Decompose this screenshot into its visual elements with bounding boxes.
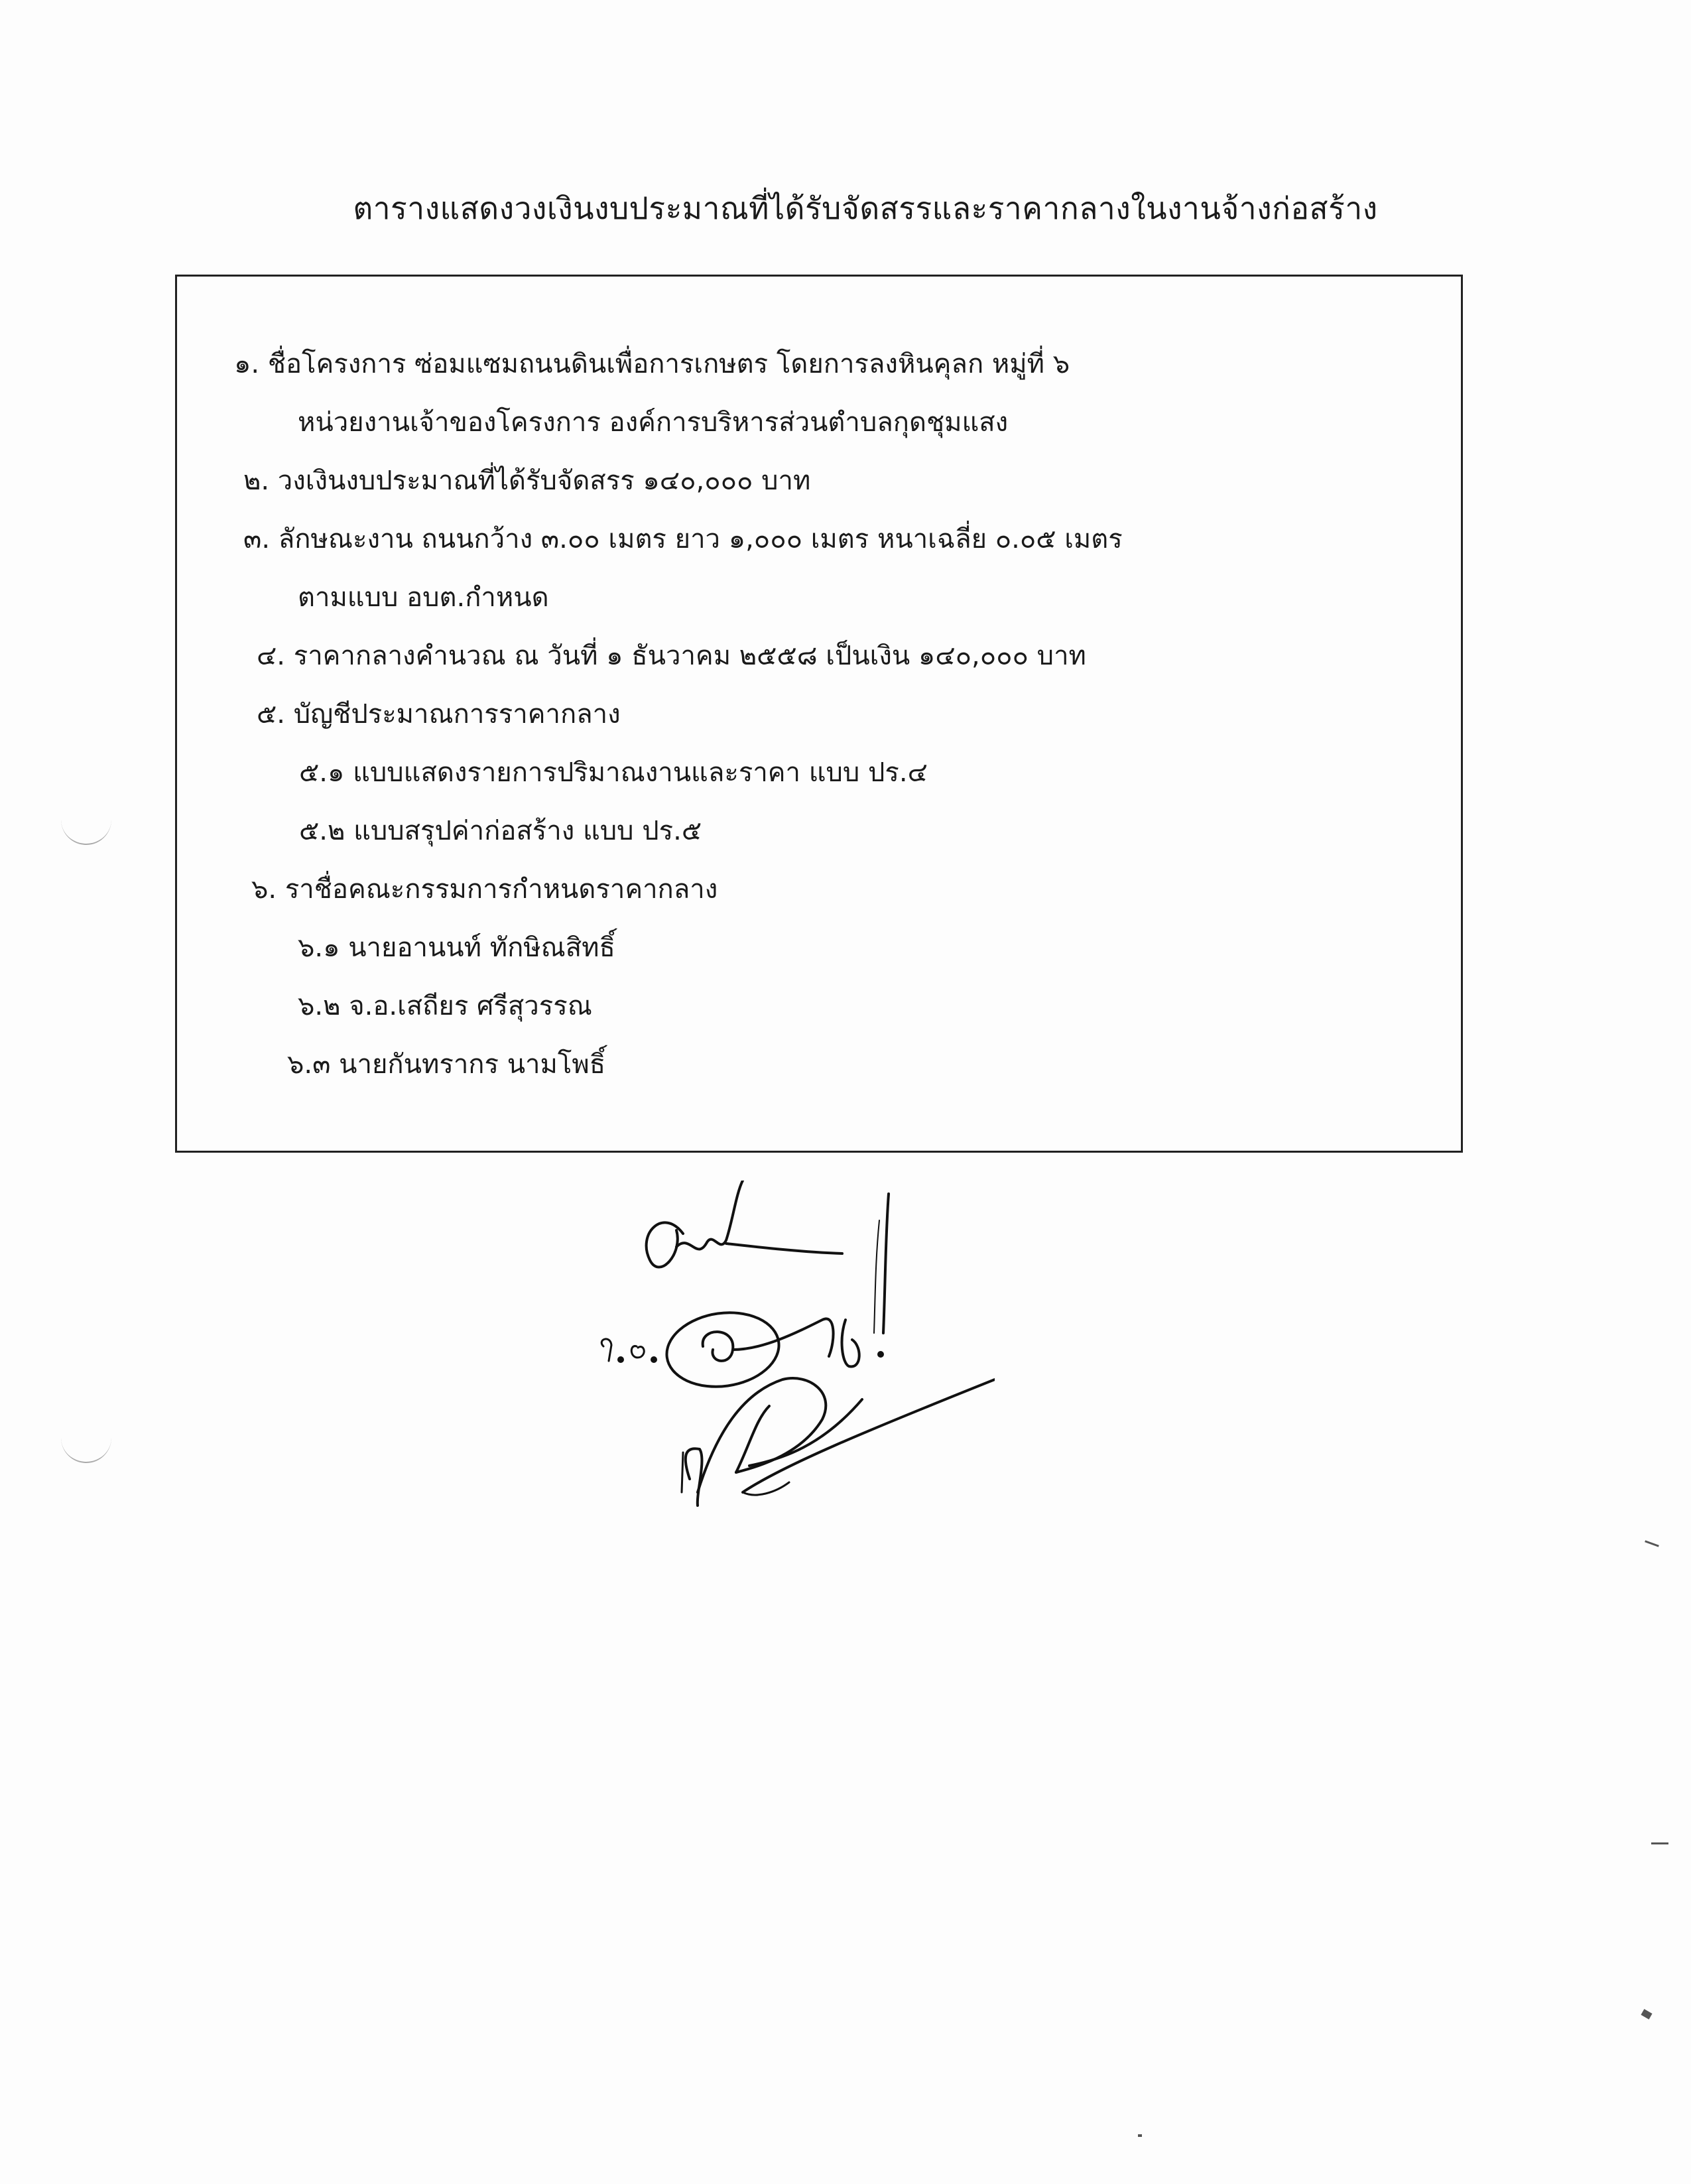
scan-speck: [1138, 2134, 1142, 2137]
estimate-item-5-2: ๕.๒ แบบสรุปค่าก่อสร้าง แบบ ปร.๕: [299, 816, 702, 846]
scan-speck: [1651, 1842, 1668, 1844]
median-price-line: ๔. ราคากลางคำนวณ ณ วันที่ ๑ ธันวาคม ๒๕๕๘ เป็นเงิน ๑๔๐,๐๐๐ บาท: [257, 641, 1086, 671]
punch-hole-mark: [61, 1438, 111, 1463]
work-spec-line: ตามแบบ อบต.กำหนด: [298, 582, 549, 613]
committee-heading: ๖. ราชื่อคณะกรรมการกำหนดราคากลาง: [251, 874, 718, 905]
project-name-line: ๑. ชื่อโครงการ ซ่อมแซมถนนดินเพื่อการเกษตร โดยการลงหินคุลก หมู่ที่ ๖: [234, 349, 1070, 379]
punch-hole-mark: [61, 820, 111, 845]
project-owner-line: หน่วยงานเจ้าของโครงการ องค์การบริหารส่วนตำบลกุดชุมแสง: [298, 407, 1009, 438]
price-estimate-heading: ๕. บัญชีประมาณการราคากลาง: [257, 699, 621, 730]
handwritten-signature: [584, 1181, 995, 1552]
scan-speck: [1645, 1540, 1659, 1547]
committee-member-3: ๖.๓ นายกันทรากร นามโพธิ์: [287, 1049, 606, 1080]
info-box: [175, 275, 1463, 1153]
committee-member-2: ๖.๒ จ.อ.เสถียร ศรีสุวรรณ: [298, 991, 592, 1021]
scan-speck: [1641, 2009, 1652, 2020]
work-description-line: ๓. ลักษณะงาน ถนนกว้าง ๓.๐๐ เมตร ยาว ๑,๐๐๐ เมตร หนาเฉลี่ย ๐.๐๕ เมตร: [243, 524, 1123, 554]
committee-member-1: ๖.๑ นายอานนท์ ทักษิณสิทธิ์: [298, 932, 615, 963]
estimate-item-5-1: ๕.๑ แบบแสดงรายการปริมาณงานและราคา แบบ ปร.๔: [299, 757, 928, 788]
document-title: ตารางแสดงวงเงินงบประมาณที่ได้รับจัดสรรและราคากลางในงานจ้างก่อสร้าง: [353, 190, 1378, 226]
budget-line: ๒. วงเงินงบประมาณที่ได้รับจัดสรร ๑๔๐,๐๐๐ บาท: [243, 466, 811, 496]
